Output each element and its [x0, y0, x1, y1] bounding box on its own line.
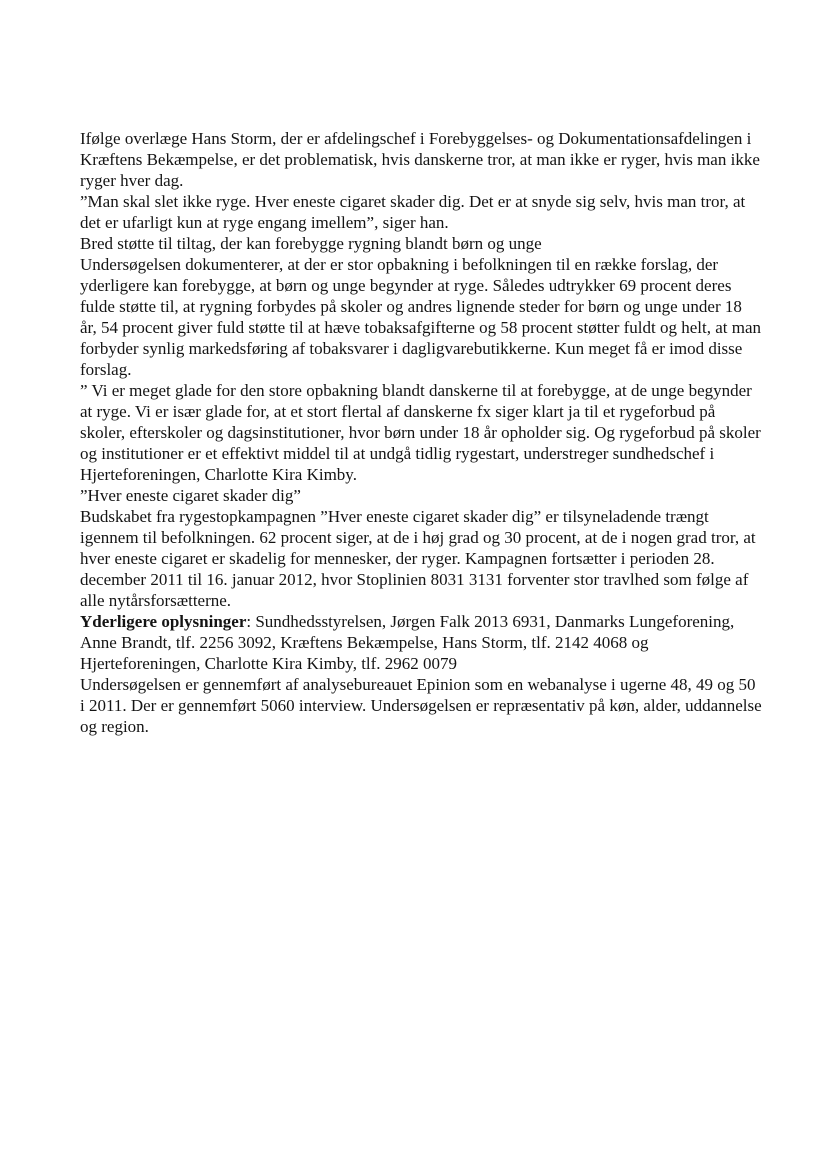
paragraph-contacts [80, 611, 762, 674]
contacts-label: Yderligere oplysninger [80, 612, 247, 631]
contacts-text: : Sundhedsstyrelsen, Jørgen Falk 2013 6931, Danmarks Lungeforening, Anne Brandt, tlf. 2256 3092, Kræftens Bekæmpelse, Hans Storm, tlf. 2142 4068 og Hjerteforeningen, Charlotte Kira Kimby, tlf. 2962 0079 [80, 612, 735, 673]
paragraph-intro: Ifølge overlæge Hans Storm, der er afdelingschef i Forebyggelses- og Dokumentationsafdelingen i Kræftens Bekæmpelse, er det problematisk, hvis danskerne tror, at man ikke er ryger, hvis man ikke ryger hver dag. [80, 129, 760, 190]
paragraph-campaign: Budskabet fra rygestopkampagnen ”Hver eneste cigaret skader dig” er tilsyneladende trængt igennem til befolkningen. 62 procent siger, at de i høj grad og 30 procent, at de i nogen grad tror, at hver eneste cigaret er skadelig for mennesker, der ryger. Kampagnen fortsætter i perioden 28. december 2011 til 16. januar 2012, hvor Stoplinien 8031 3131 forventer stor travlhed som følge af alle nytårsforsætterne. [80, 507, 756, 610]
quote-hans-storm: ”Man skal slet ikke ryge. Hver eneste cigaret skader dig. Det er at snyde sig selv, hvis man tror, at det er ufarligt kun at ryge engang imellem”, siger han. [80, 192, 746, 232]
heading-campaign-section: ”Hver eneste cigaret skader dig” [80, 486, 301, 505]
paragraph-survey-support: Undersøgelsen dokumenterer, at der er stor opbakning i befolkningen til en række forslag, der yderligere kan forebygge, at børn og unge begynder at ryge. Således udtrykker 69 procent deres fulde støtte til, at rygning forbydes på skoler og andres lignende steder for børn og unge under 18 år, 54 procent giver fuld støtte til at hæve tobaksafgifterne og 58 procent støtter fuldt og helt, at man forbyder synlig markedsføring af tobaksvarer i dagligvarebutikkerne. Kun meget få er imod disse forslag. [80, 255, 762, 379]
heading-support-section: Bred støtte til tiltag, der kan forebygge rygning blandt børn og unge [80, 234, 542, 253]
quote-charlotte-kimby: ” Vi er meget glade for den store opbakning blandt danskerne til at forebygge, at de unge begynder at ryge. Vi er især glade for, at et stort flertal af danskerne fx siger klart ja til et rygeforbud på skoler, efterskoler og dagsinstitutioner, hvor børn under 18 år opholder sig. Og rygeforbud på skoler og institutioner er et effektivt middel til at undgå tidlig rygestart, understreger sundhedschef i Hjerteforeningen, Charlotte Kira Kimby. [80, 381, 761, 484]
paragraph-methodology: Undersøgelsen er gennemført af analysebureauet Epinion som en webanalyse i ugerne 48, 49 og 50 i 2011. Der er gennemført 5060 interview. Undersøgelsen er repræsentativ på køn, alder, uddannelse og region. [80, 675, 762, 736]
